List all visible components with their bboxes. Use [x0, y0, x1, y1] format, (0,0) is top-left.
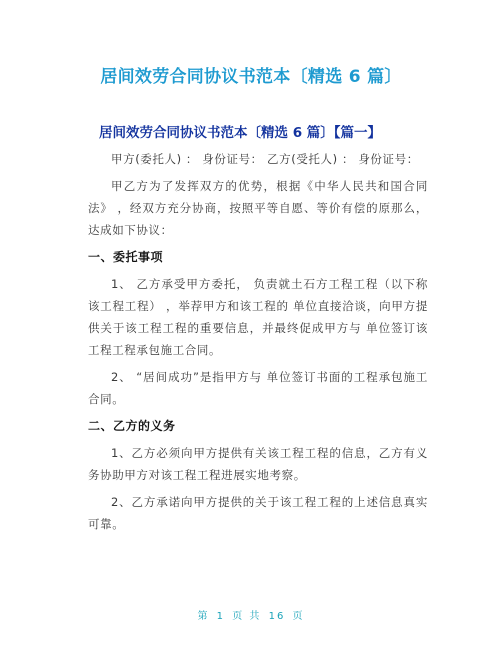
clause-2-1-paragraph: 1、乙方必须向甲方提供有关该工程工程的信息，乙方有义务协助甲方对该工程工程进展实地考察。 — [88, 446, 428, 482]
footer-prefix: 第 — [197, 611, 210, 622]
section-heading-party-b-obligations: 二、乙方的义务 — [88, 419, 176, 433]
footer-current-page: 1 — [216, 611, 226, 622]
page-footer — [0, 607, 502, 622]
clause-2-2-paragraph: 2、乙方承诺向甲方提供的关于该工程工程的上述信息真实可靠。 — [88, 495, 428, 531]
preamble-paragraph: 甲乙方为了发挥双方的优势，根据《中华人民共和国合同法》 ，经双方充分协商，按照平等自愿、等价有偿的原那么，达成如下协议： — [88, 179, 428, 237]
clause-1-1-paragraph: 1、 乙方承受甲方委托， 负责就土石方工程工程（以下称该工程工程） ，举荐甲方和该工程的 单位直接洽谈，向甲方提供关于该工程工程的重要信息，并最终促成甲方与 单位签订该工程工程承包施工合同。 — [88, 277, 428, 357]
footer-middle: 页 共 — [232, 611, 262, 622]
clause-1-2-paragraph: 2、 “居间成功”是指甲方与 单位签订书面的工程承包施工合同。 — [88, 370, 428, 406]
section-heading-entrusted-matters: 一、委托事项 — [88, 250, 164, 264]
party-identification-paragraph: 甲方(委托人) ： 身份证号： 乙方(受托人) ： 身份证号： — [111, 152, 419, 166]
footer-suffix: 页 — [292, 611, 305, 622]
section-title: 居间效劳合同协议书范本〔精选 6 篇〕【篇一】 — [99, 125, 382, 141]
footer-total-pages: 16 — [268, 611, 286, 622]
document-title: 居间效劳合同协议书范本〔精选 6 篇〕 — [100, 67, 402, 87]
document-body — [88, 148, 428, 540]
